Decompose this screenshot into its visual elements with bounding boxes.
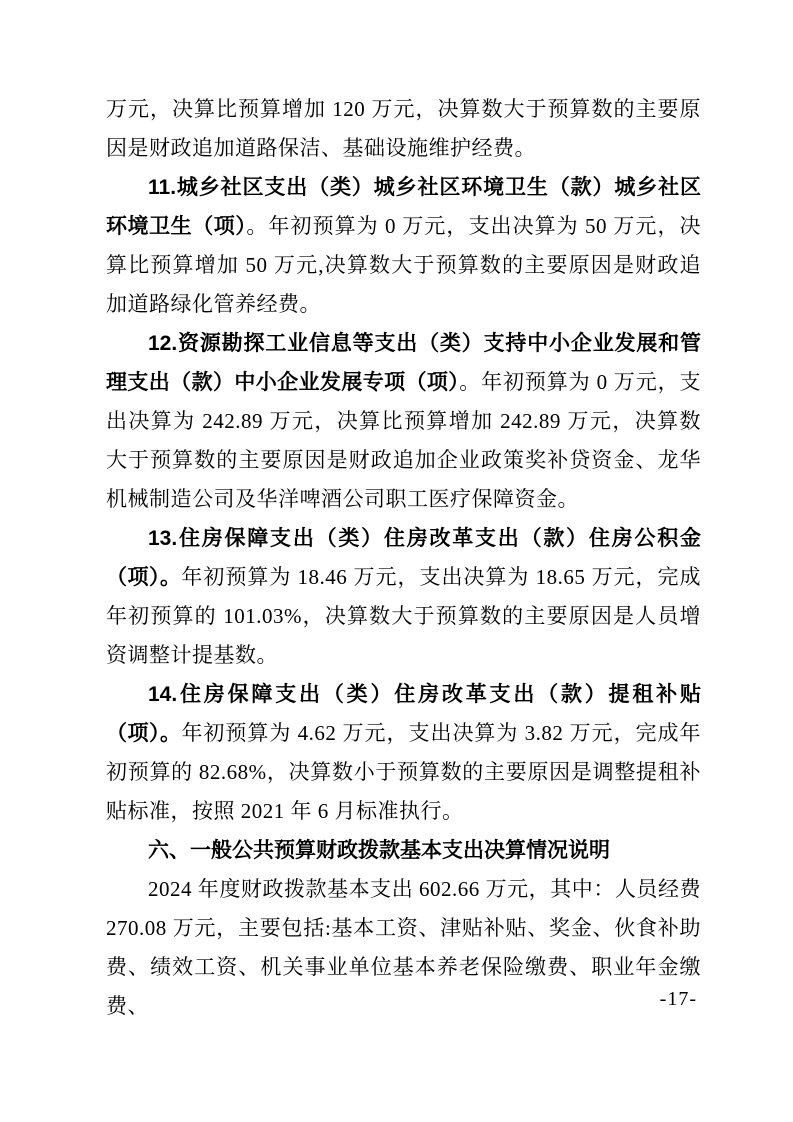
paragraph-item-12 xyxy=(106,324,701,519)
text-run: 年初预算为 4.62 万元，支出决算为 3.82 万元，完成年初预算的 82.68%，决算数小于预算数的主要原因是调整提租补贴标准，按照 2021 年 6 月标准执行。 xyxy=(106,721,702,823)
paragraph-basic-expenditure xyxy=(106,870,701,1026)
text-run: 2024 年度财政拨款基本支出 602.66 万元，其中：人员经费 270.08 万元，主要包括:基本工资、津贴补贴、奖金、伙食补助费、绩效工资、机关事业单位基本养老保险缴费、职业年金缴费、 xyxy=(106,877,701,1018)
text-run: 万元，决算比预算增加 120 万元，决算数大于预算数的主要原因是财政追加道路保洁、基础设施维护经费。 xyxy=(106,97,701,160)
page-number: -17- xyxy=(659,988,697,1010)
section-heading-6 xyxy=(106,831,701,870)
paragraph-item-14 xyxy=(106,675,701,831)
text-run-bold: 13.住房保障支出（类）住房改革支出（款）住房公积金（项）。 xyxy=(106,527,701,589)
text-run-bold: 11.城乡社区支出（类）城乡社区环境卫生（款）城乡社区环境卫生（项） xyxy=(106,176,701,238)
document-body xyxy=(106,90,701,1026)
text-run: 。年初预算为 0 万元，支出决算为 50 万元，决算比预算增加 50 万元,决算数大于预算数的主要原因是财政追加道路绿化管养经费。 xyxy=(106,214,701,316)
text-run-bold: 六、一般公共预算财政拨款基本支出决算情况说明 xyxy=(148,839,610,862)
text-run: 年初预算为 18.46 万元，支出决算为 18.65 万元，完成年初预算的 101.03%，决算数大于预算数的主要原因是人员增资调整计提基数。 xyxy=(106,565,702,667)
paragraph-item-11 xyxy=(106,168,701,324)
paragraph-item-13 xyxy=(106,519,701,675)
text-run-bold: 14.住房保障支出（类）住房改革支出（款）提租补贴（项）。 xyxy=(106,683,701,745)
text-run-bold: 12.资源勘探工业信息等支出（类）支持中小企业发展和管理支出（款）中小企业发展专项（项） xyxy=(106,332,701,394)
paragraph-10-continuation xyxy=(106,90,701,168)
text-run: 。年初预算为 0 万元，支出决算为 242.89 万元，决算比预算增加 242.89 万元，决算数大于预算数的主要原因是财政追加企业政策奖补贷资金、龙华机械制造公司及华洋啤酒公司职工医疗保障资金。 xyxy=(106,370,702,511)
